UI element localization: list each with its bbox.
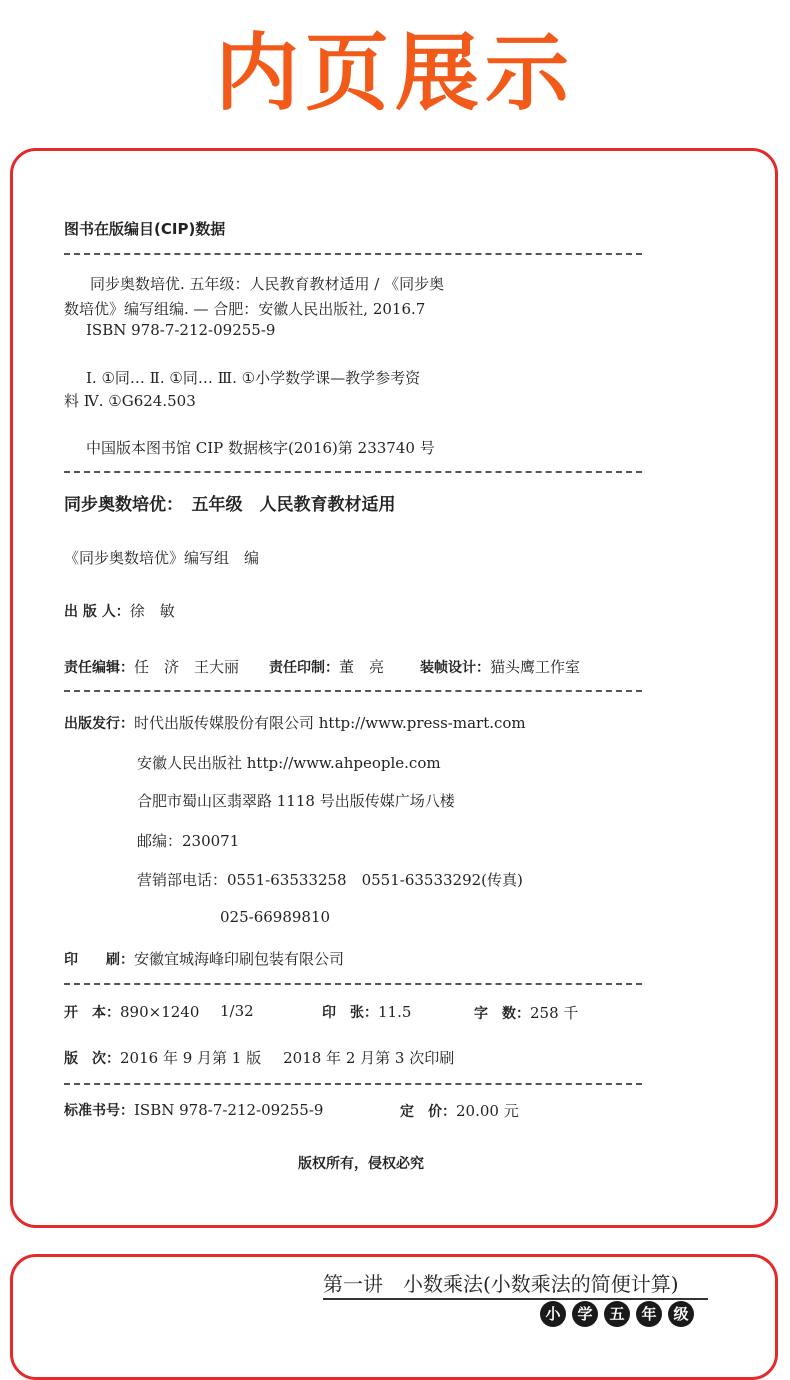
price-value: 20.00 元	[456, 1102, 519, 1120]
divider	[64, 983, 642, 985]
isbn-row	[64, 1100, 323, 1120]
distribution-org-2: 安徽人民出版社 http://www.ahpeople.com	[137, 754, 441, 772]
isbn-label: 标准书号：	[64, 1103, 134, 1119]
words-row	[474, 1002, 578, 1023]
resp-print-label: 责任印制：	[269, 660, 340, 676]
book-title: 同步奥数培优： 五年级 人民教育教材适用	[64, 495, 396, 515]
cip-line-1: 同步奥数培优. 五年级：人民教育教材适用 / 《同步奥	[90, 275, 445, 293]
isbn-value: ISBN 978-7-212-09255-9	[134, 1101, 324, 1119]
publisher-row	[64, 600, 175, 621]
banner-title: 内页展示	[214, 24, 575, 122]
format-value: 890×1240	[120, 1003, 200, 1021]
distribution-org-1: 时代出版传媒股份有限公司 http://www.press-mart.com	[134, 714, 526, 732]
divider	[64, 253, 642, 255]
distribution-phone-2: 025-66989810	[220, 908, 331, 926]
price-row	[400, 1100, 519, 1121]
resp-print-value: 董 亮	[339, 658, 385, 676]
lecture-title: 第一讲 小数乘法(小数乘法的简便计算)	[323, 1272, 679, 1296]
distribution-row	[64, 712, 526, 733]
sheets-row	[322, 1002, 411, 1022]
distribution-address: 合肥市蜀山区翡翠路 1118 号出版传媒广场八楼	[137, 792, 455, 810]
cip-line-2: 数培优》编写组编. — 合肥：安徽人民出版社, 2016.7	[64, 300, 426, 318]
cip-class-1: Ⅰ. ①同… Ⅱ. ①同… Ⅲ. ①小学数学课—教学参考资	[86, 369, 421, 387]
resp-editor-value: 任 济 王大丽	[134, 658, 240, 676]
cip-isbn: ISBN 978-7-212-09255-9	[86, 321, 276, 339]
resp-editor-label: 责任编辑：	[64, 660, 134, 676]
words-label: 字 数：	[474, 1006, 530, 1022]
book-editor: 《同步奥数培优》编写组 编	[64, 549, 260, 567]
distribution-label: 出版发行：	[64, 716, 134, 732]
format-row	[64, 1002, 199, 1022]
fold-value: 1/32	[220, 1002, 254, 1020]
grade-badge: 小	[540, 1301, 566, 1327]
cip-heading: 图书在版编目(CIP)数据	[64, 220, 226, 238]
design-value: 猫头鹰工作室	[490, 658, 581, 676]
divider	[64, 690, 642, 692]
distribution-phone: 营销部电话：0551-63533258 0551-63533292(传真)	[137, 871, 523, 889]
cip-verify: 中国版本图书馆 CIP 数据核字(2016)第 233740 号	[86, 439, 435, 457]
grade-badge: 级	[668, 1301, 694, 1327]
grade-badges	[540, 1301, 694, 1327]
sheets-value: 11.5	[378, 1003, 412, 1021]
printing-label: 印 刷：	[64, 952, 134, 968]
price-label: 定 价：	[400, 1104, 456, 1120]
publisher-label: 出 版 人：	[64, 604, 130, 620]
edition-value: 2016 年 9 月第 1 版	[120, 1049, 262, 1067]
grade-badge: 五	[604, 1301, 630, 1327]
publisher-value: 徐 敏	[129, 602, 175, 620]
edition-label: 版 次：	[64, 1051, 120, 1067]
sheets-label: 印 张：	[322, 1005, 378, 1021]
design-label: 装帧设计：	[420, 660, 491, 676]
words-value: 258 千	[530, 1004, 579, 1022]
lecture-underline	[323, 1298, 708, 1300]
responsibility-row	[64, 656, 580, 677]
distribution-postcode: 邮编：230071	[137, 832, 240, 850]
impression-value: 2018 年 2 月第 3 次印刷	[283, 1049, 455, 1067]
grade-badge: 年	[636, 1301, 662, 1327]
divider	[64, 471, 642, 473]
grade-badge: 学	[572, 1301, 598, 1327]
printing-value: 安徽宜城海峰印刷包装有限公司	[134, 950, 345, 968]
copyright-notice: 版权所有，侵权必究	[298, 1156, 424, 1172]
printing-row	[64, 948, 344, 969]
format-label: 开 本：	[64, 1005, 120, 1021]
divider	[64, 1083, 642, 1085]
edition-row	[64, 1047, 454, 1068]
cip-class-2: 料 Ⅳ. ①G624.503	[64, 392, 196, 410]
